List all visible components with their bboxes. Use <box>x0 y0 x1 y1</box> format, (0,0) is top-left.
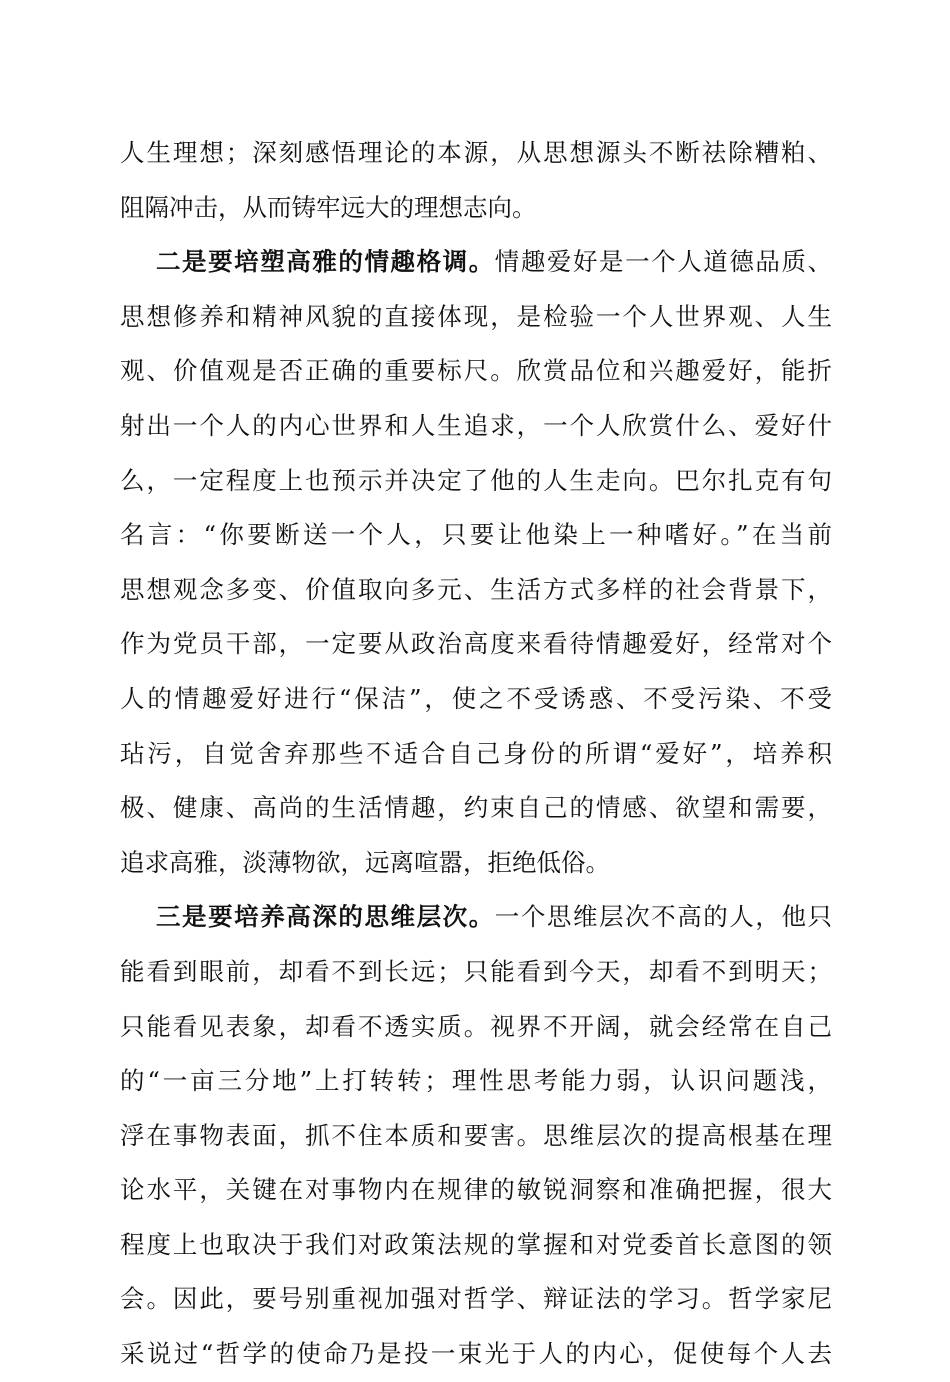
text-line: 只能看见表象，却看不透实质。视界不开阔，就会经常在自己 <box>120 1011 832 1041</box>
text-line: 思想观念多变、价值取向多元、生活方式多样的社会背景下， <box>120 574 832 604</box>
text-line: 采说过“哲学的使命乃是投一束光于人的内心，促使每个人去 <box>120 1339 832 1369</box>
paragraph-3-heading: 三是要培养高深的思维层次。 <box>156 902 495 932</box>
paragraph-3-lead-text: 一个思维层次不高的人，他只 <box>494 902 832 932</box>
paragraph-2-first-line <box>120 235 832 290</box>
text-line: 玷污，自觉舍弃那些不适合自己身份的所谓“爱好”，培养积 <box>120 738 832 768</box>
text-line: 极、健康、高尚的生活情趣，约束自己的情感、欲望和需要， <box>120 793 832 823</box>
text-line: 么，一定程度上也预示并决定了他的人生走向。巴尔扎克有句 <box>120 465 832 495</box>
text-line: 追求高雅，淡薄物欲，远离喧嚣，拒绝低俗。 <box>120 847 610 877</box>
text-line: 观、价值观是否正确的重要标尺。欣赏品位和兴趣爱好，能折 <box>120 356 832 386</box>
document-body <box>120 126 832 1382</box>
paragraph-2-heading: 二是要培塑高雅的情趣格调。 <box>156 247 495 277</box>
text-line: 的“一亩三分地”上打转转；理性思考能力弱，认识问题浅， <box>120 1066 832 1096</box>
text-line: 作为党员干部，一定要从政治高度来看待情趣爱好，经常对个 <box>120 629 832 659</box>
text-line: 程度上也取决于我们对政策法规的掌握和对党委首长意图的领 <box>120 1229 832 1259</box>
text-line: 人的情趣爱好进行“保洁”，使之不受诱惑、不受污染、不受 <box>120 683 832 713</box>
paragraph-2-lead-text: 情趣爱好是一个人道德品质、 <box>494 247 832 277</box>
text-line: 名言：“你要断送一个人，只要让他染上一种嗜好。”在当前 <box>120 520 832 550</box>
paragraph-3-first-line <box>120 890 832 945</box>
text-line: 能看到眼前，却看不到长远；只能看到今天，却看不到明天； <box>120 956 832 986</box>
text-line: 浮在事物表面，抓不住本质和要害。思维层次的提高根基在理 <box>120 1120 832 1150</box>
text-line: 会。因此，要号别重视加强对哲学、辩证法的学习。哲学家尼 <box>120 1284 832 1314</box>
text-line: 论水平，关键在对事物内在规律的敏锐洞察和准确把握，很大 <box>120 1175 832 1205</box>
text-line: 射出一个人的内心世界和人生追求，一个人欣赏什么、爱好什 <box>120 410 832 440</box>
text-line: 阻隔冲击，从而铸牢远大的理想志向。 <box>120 192 537 222</box>
text-line: 人生理想；深刻感悟理论的本源，从思想源头不断祛除糟粕、 <box>120 138 832 167</box>
text-line: 思想修养和精神风貌的直接体现，是检验一个人世界观、人生 <box>120 301 832 331</box>
